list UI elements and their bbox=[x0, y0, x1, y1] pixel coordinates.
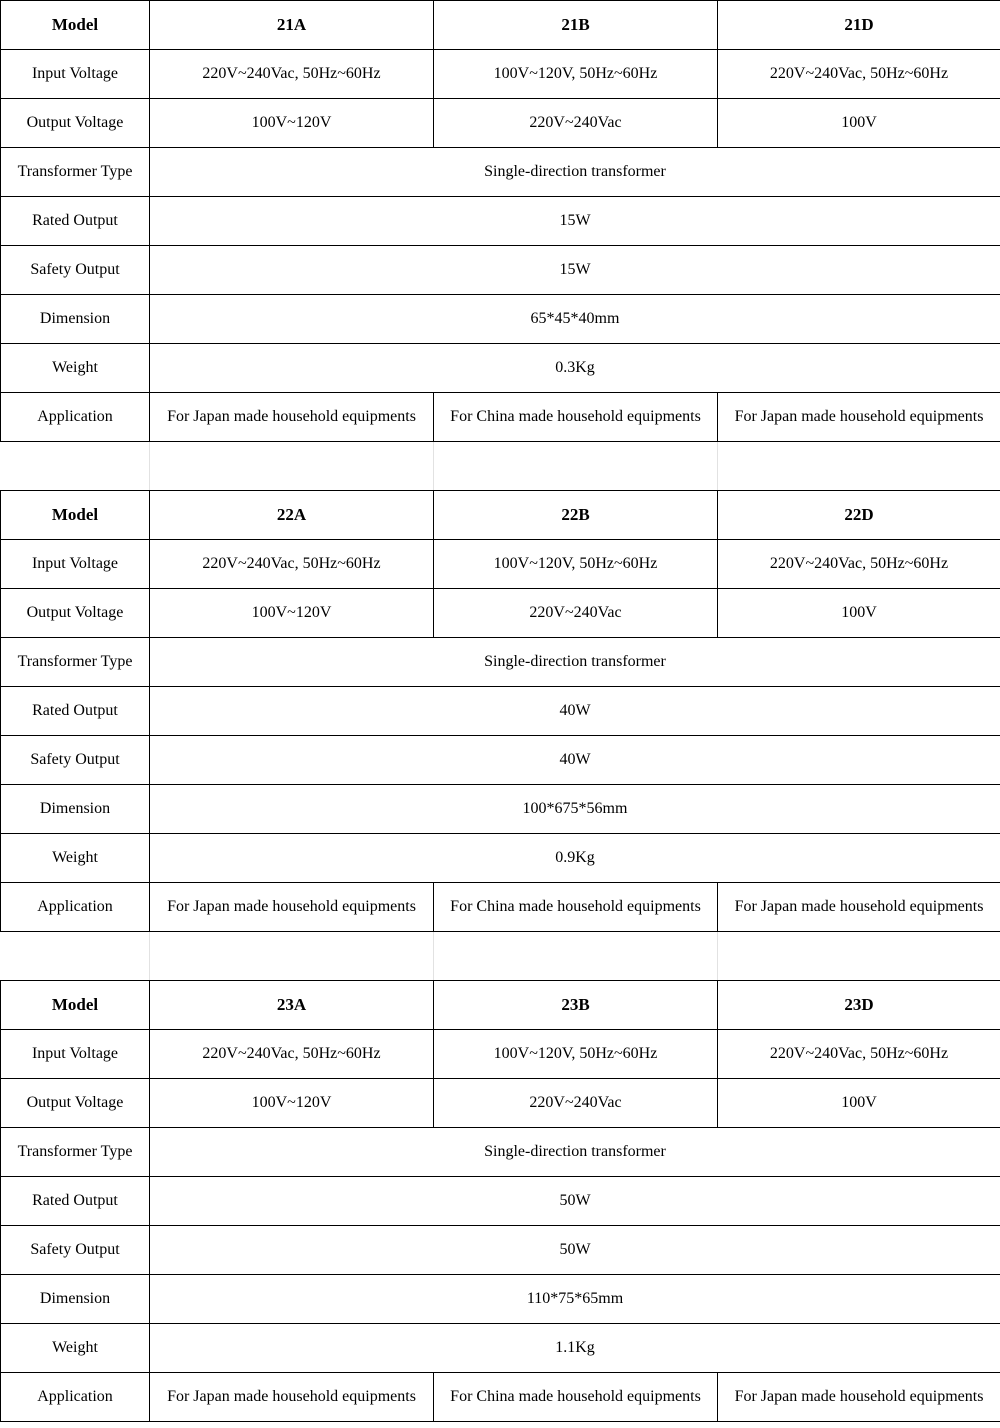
model-cell: 22B bbox=[434, 491, 718, 540]
value-cell: For Japan made household equipments bbox=[150, 393, 434, 442]
value-cell: 100V bbox=[718, 99, 1000, 148]
safety-output-row bbox=[1, 246, 1000, 295]
row-label: Output Voltage bbox=[1, 1079, 150, 1128]
value-cell: Single-direction transformer bbox=[150, 638, 1000, 687]
value-cell: 100V~120V bbox=[150, 1079, 434, 1128]
rated-output-row bbox=[1, 687, 1000, 736]
model-cell: 21D bbox=[718, 1, 1000, 50]
spacer-row bbox=[1, 442, 1000, 491]
row-label: Output Voltage bbox=[1, 99, 150, 148]
value-cell: 100V~120V bbox=[150, 99, 434, 148]
model-cell: 23D bbox=[718, 981, 1000, 1030]
value-cell: Single-direction transformer bbox=[150, 1128, 1000, 1177]
value-cell: 0.9Kg bbox=[150, 834, 1000, 883]
model-row bbox=[1, 1, 1000, 50]
model-cell: 21B bbox=[434, 1, 718, 50]
value-cell: For Japan made household equipments bbox=[718, 1373, 1000, 1422]
application-row bbox=[1, 393, 1000, 442]
row-label: Rated Output bbox=[1, 1177, 150, 1226]
value-cell: 220V~240Vac, 50Hz~60Hz bbox=[150, 1030, 434, 1079]
weight-row bbox=[1, 344, 1000, 393]
row-label: Application bbox=[1, 393, 150, 442]
value-cell: 220V~240Vac, 50Hz~60Hz bbox=[718, 50, 1000, 99]
value-cell: 100*675*56mm bbox=[150, 785, 1000, 834]
value-cell: 220V~240Vac, 50Hz~60Hz bbox=[718, 1030, 1000, 1079]
value-cell: For China made household equipments bbox=[434, 883, 718, 932]
model-cell: 23B bbox=[434, 981, 718, 1030]
value-cell: 100V~120V, 50Hz~60Hz bbox=[434, 1030, 718, 1079]
spacer-cell bbox=[150, 442, 434, 491]
rated-output-row bbox=[1, 197, 1000, 246]
model-row bbox=[1, 491, 1000, 540]
value-cell: 100V bbox=[718, 589, 1000, 638]
row-label: Weight bbox=[1, 834, 150, 883]
value-cell: For China made household equipments bbox=[434, 1373, 718, 1422]
spacer-cell bbox=[1, 932, 150, 981]
dimension-row bbox=[1, 785, 1000, 834]
row-label: Transformer Type bbox=[1, 638, 150, 687]
spacer-row bbox=[1, 932, 1000, 981]
row-label: Input Voltage bbox=[1, 540, 150, 589]
row-label: Application bbox=[1, 883, 150, 932]
value-cell: 100V~120V, 50Hz~60Hz bbox=[434, 50, 718, 99]
value-cell: 1.1Kg bbox=[150, 1324, 1000, 1373]
value-cell: 220V~240Vac, 50Hz~60Hz bbox=[718, 540, 1000, 589]
model-cell: 21A bbox=[150, 1, 434, 50]
value-cell: Single-direction transformer bbox=[150, 148, 1000, 197]
row-label: Dimension bbox=[1, 1275, 150, 1324]
value-cell: 50W bbox=[150, 1226, 1000, 1275]
input-voltage-row bbox=[1, 50, 1000, 99]
row-label: Safety Output bbox=[1, 246, 150, 295]
value-cell: 110*75*65mm bbox=[150, 1275, 1000, 1324]
safety-output-row bbox=[1, 1226, 1000, 1275]
row-label: Model bbox=[1, 491, 150, 540]
value-cell: For Japan made household equipments bbox=[718, 393, 1000, 442]
input-voltage-row bbox=[1, 1030, 1000, 1079]
safety-output-row bbox=[1, 736, 1000, 785]
spacer-cell bbox=[434, 442, 718, 491]
value-cell: 65*45*40mm bbox=[150, 295, 1000, 344]
row-label: Application bbox=[1, 1373, 150, 1422]
value-cell: 100V bbox=[718, 1079, 1000, 1128]
value-cell: 220V~240Vac, 50Hz~60Hz bbox=[150, 540, 434, 589]
spacer-cell bbox=[718, 932, 1000, 981]
row-label: Model bbox=[1, 1, 150, 50]
row-label: Transformer Type bbox=[1, 1128, 150, 1177]
row-label: Output Voltage bbox=[1, 589, 150, 638]
model-row bbox=[1, 981, 1000, 1030]
row-label: Weight bbox=[1, 344, 150, 393]
value-cell: 0.3Kg bbox=[150, 344, 1000, 393]
value-cell: 220V~240Vac, 50Hz~60Hz bbox=[150, 50, 434, 99]
value-cell: 15W bbox=[150, 197, 1000, 246]
output-voltage-row bbox=[1, 589, 1000, 638]
row-label: Rated Output bbox=[1, 687, 150, 736]
value-cell: 100V~120V bbox=[150, 589, 434, 638]
value-cell: For Japan made household equipments bbox=[718, 883, 1000, 932]
row-label: Dimension bbox=[1, 295, 150, 344]
spacer-cell bbox=[1, 442, 150, 491]
row-label: Input Voltage bbox=[1, 50, 150, 99]
weight-row bbox=[1, 834, 1000, 883]
application-row bbox=[1, 1373, 1000, 1422]
value-cell: For Japan made household equipments bbox=[150, 1373, 434, 1422]
value-cell: 15W bbox=[150, 246, 1000, 295]
model-cell: 22A bbox=[150, 491, 434, 540]
row-label: Safety Output bbox=[1, 736, 150, 785]
model-cell: 22D bbox=[718, 491, 1000, 540]
row-label: Dimension bbox=[1, 785, 150, 834]
value-cell: 220V~240Vac bbox=[434, 1079, 718, 1128]
row-label: Weight bbox=[1, 1324, 150, 1373]
rated-output-row bbox=[1, 1177, 1000, 1226]
transformer-type-row bbox=[1, 148, 1000, 197]
value-cell: 220V~240Vac bbox=[434, 589, 718, 638]
dimension-row bbox=[1, 1275, 1000, 1324]
output-voltage-row bbox=[1, 99, 1000, 148]
output-voltage-row bbox=[1, 1079, 1000, 1128]
value-cell: 40W bbox=[150, 687, 1000, 736]
row-label: Transformer Type bbox=[1, 148, 150, 197]
value-cell: For China made household equipments bbox=[434, 393, 718, 442]
spacer-cell bbox=[434, 932, 718, 981]
dimension-row bbox=[1, 295, 1000, 344]
application-row bbox=[1, 883, 1000, 932]
value-cell: 50W bbox=[150, 1177, 1000, 1226]
value-cell: 40W bbox=[150, 736, 1000, 785]
row-label: Rated Output bbox=[1, 197, 150, 246]
model-cell: 23A bbox=[150, 981, 434, 1030]
spacer-cell bbox=[718, 442, 1000, 491]
input-voltage-row bbox=[1, 540, 1000, 589]
row-label: Input Voltage bbox=[1, 1030, 150, 1079]
row-label: Safety Output bbox=[1, 1226, 150, 1275]
spacer-cell bbox=[150, 932, 434, 981]
value-cell: 100V~120V, 50Hz~60Hz bbox=[434, 540, 718, 589]
transformer-type-row bbox=[1, 1128, 1000, 1177]
value-cell: 220V~240Vac bbox=[434, 99, 718, 148]
row-label: Model bbox=[1, 981, 150, 1030]
transformer-type-row bbox=[1, 638, 1000, 687]
value-cell: For Japan made household equipments bbox=[150, 883, 434, 932]
weight-row bbox=[1, 1324, 1000, 1373]
